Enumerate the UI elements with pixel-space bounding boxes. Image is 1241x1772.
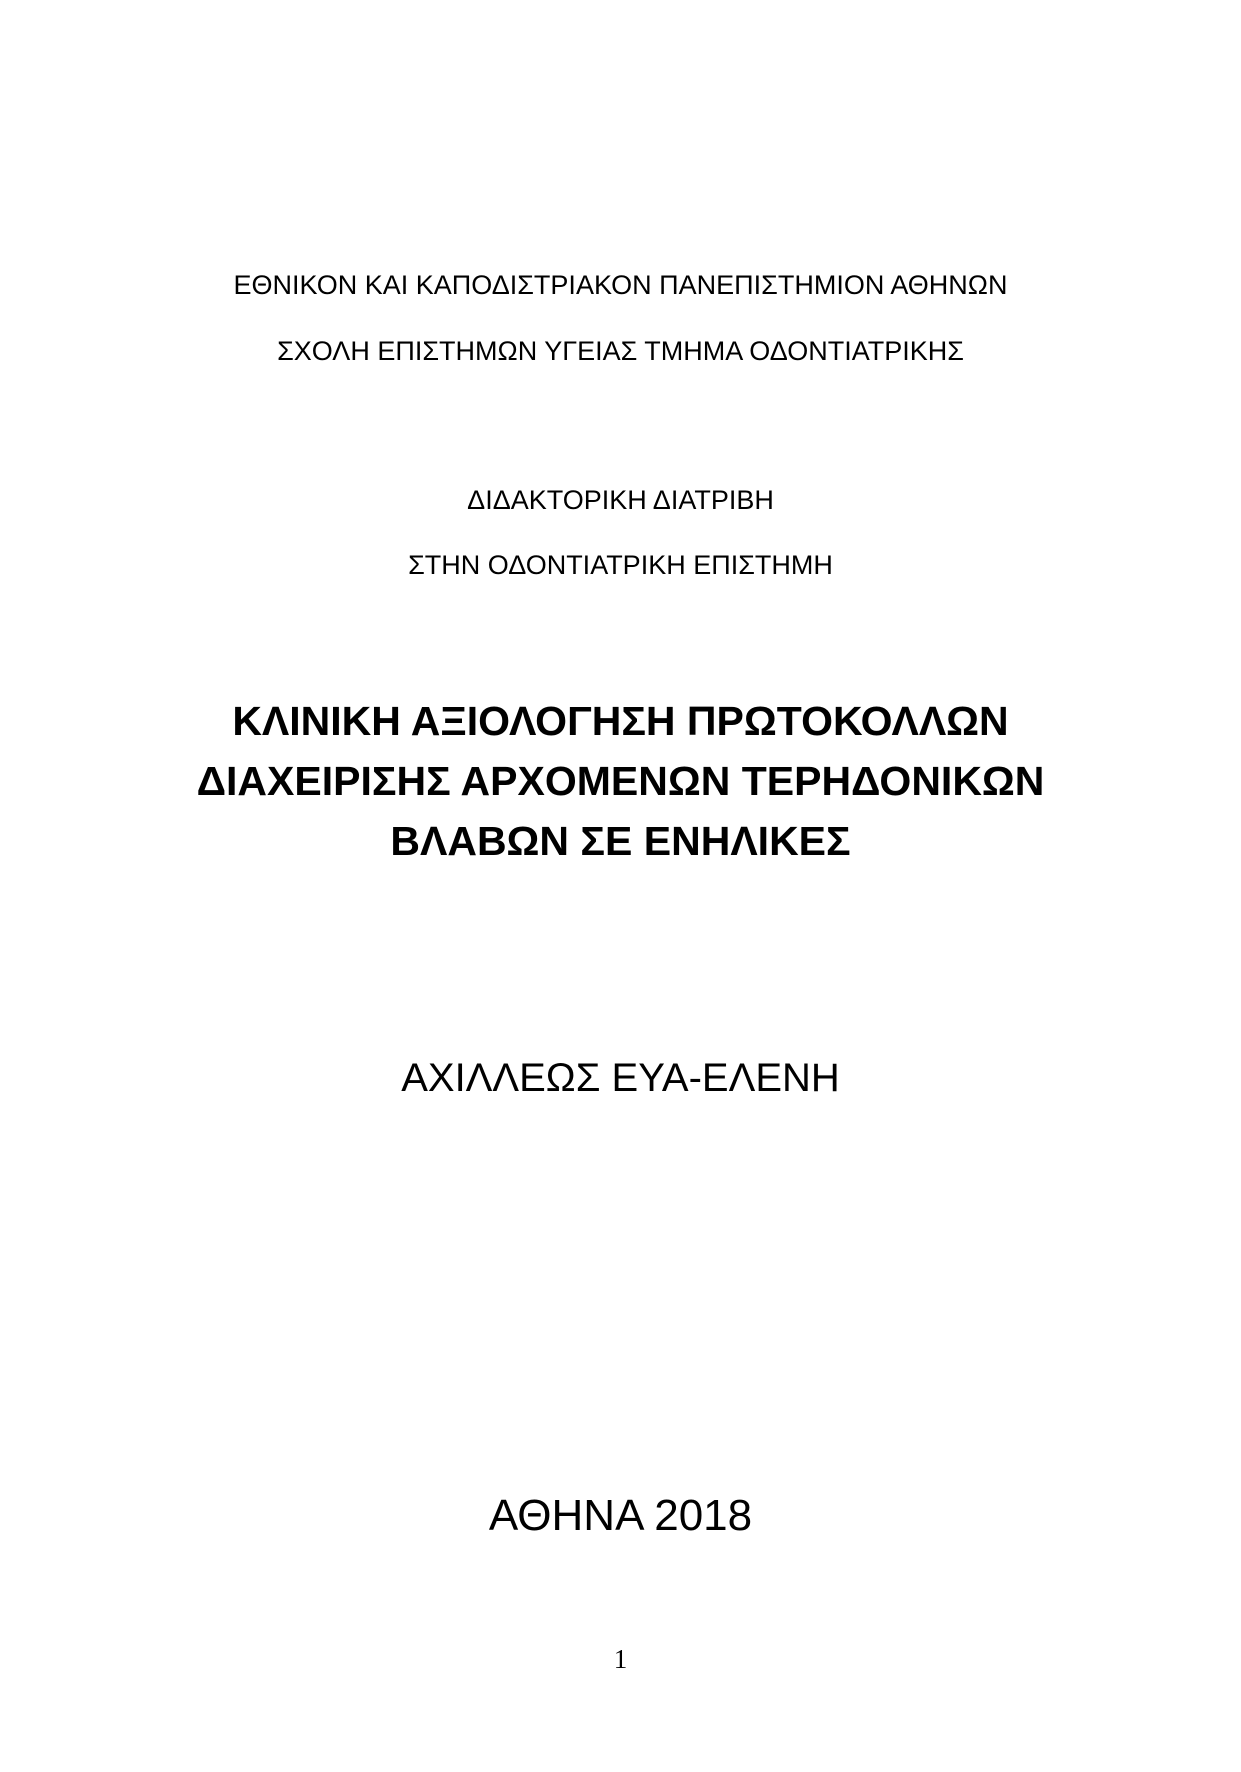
thesis-title-line-2: ΔΙΑΧΕΙΡΙΣΗΣ ΑΡΧΟΜΕΝΩΝ ΤΕΡΗΔΟΝΙΚΩΝ: [196, 758, 1045, 804]
page-number: 1: [613, 1644, 628, 1674]
thesis-type: ΔΙΔΑΚΤΟΡΙΚΗ ΔΙΑΤΡΙΒΗ: [467, 485, 774, 515]
thesis-field: ΣΤΗΝ ΟΔΟΝΤΙΑΤΡΙΚΗ ΕΠΙΣΤΗΜΗ: [408, 550, 833, 580]
thesis-title-line-1: ΚΛΙΝΙΚΗ ΑΞΙΟΛΟΓΗΣΗ ΠΡΩΤΟΚΟΛΛΩΝ: [232, 698, 1009, 744]
place-year: ΑΘΗΝΑ 2018: [488, 1491, 753, 1540]
thesis-title-line-3: ΒΛΑΒΩΝ ΣΕ ΕΝΗΛΙΚΕΣ: [390, 818, 851, 864]
school-department: ΣΧΟΛΗ ΕΠΙΣΤΗΜΩΝ ΥΓΕΙΑΣ ΤΜΗΜΑ ΟΔΟΝΤΙΑΤΡΙΚΗΣ: [277, 336, 964, 366]
author-name: ΑΧΙΛΛΕΩΣ ΕΥΑ-ΕΛΕΝΗ: [401, 1056, 840, 1100]
university-name: ΕΘΝΙΚΟΝ ΚΑΙ ΚΑΠΟΔΙΣΤΡΙΑΚΟΝ ΠΑΝΕΠΙΣΤΗΜΙΟΝ ΑΘΗΝΩΝ: [233, 270, 1008, 300]
